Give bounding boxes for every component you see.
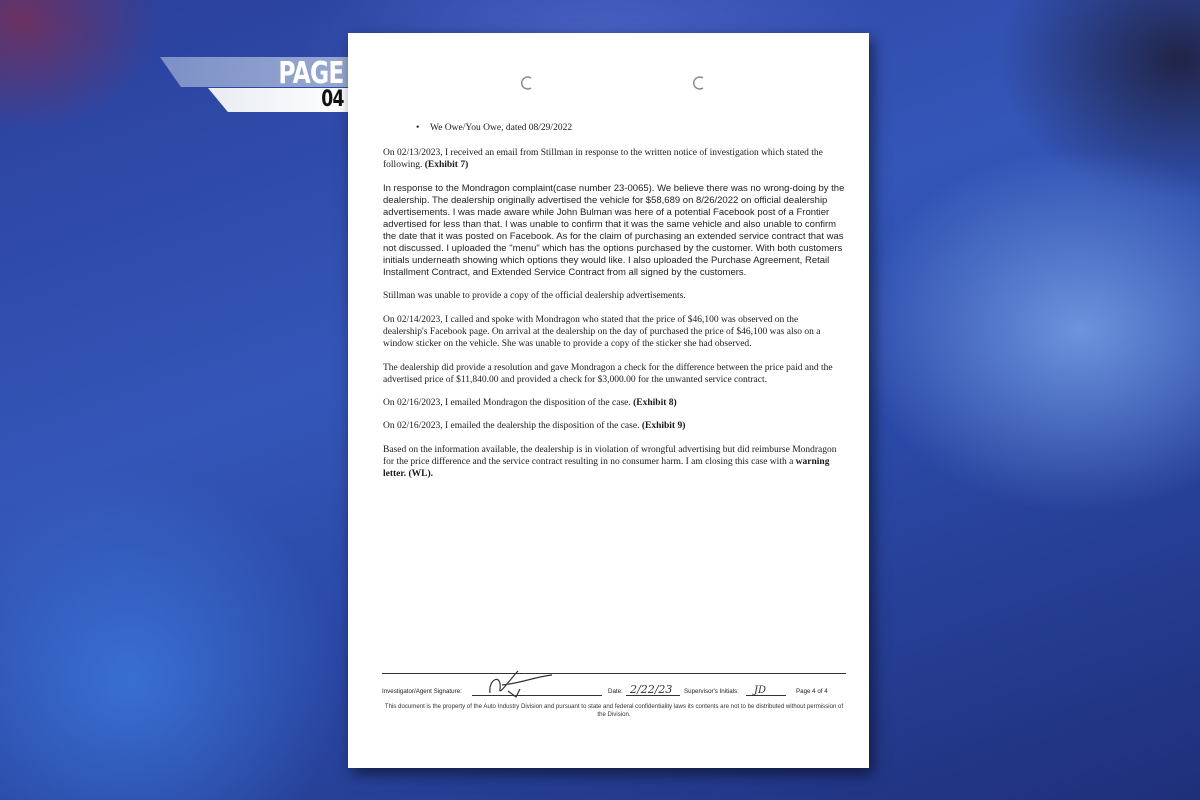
paragraph-resolution: The dealership did provide a resolution and gave Mondragon a check for the difference between the price paid and the advertised price of $11,840.00 and provided a check for $3,000.00 for the unwanted service contract. xyxy=(383,362,833,385)
signature-label: Investigator/Agent Signature: xyxy=(382,688,462,695)
paragraph-email-dealer xyxy=(383,420,845,432)
paragraph-text: On 02/13/2023, I received an email from Stillman in response to the written notice of investigation which stated the following. xyxy=(383,148,823,171)
bullet-icon: • xyxy=(416,123,420,133)
document-body xyxy=(383,122,845,492)
paragraph-no-ads: Stillman was unable to provide a copy of the official dealership advertisements. xyxy=(383,291,686,302)
bullet-text: We Owe/You Owe, dated 08/29/2022 xyxy=(430,123,573,133)
banner-page-word: PAGE xyxy=(278,56,344,91)
signature-row xyxy=(382,683,846,697)
date-label: Date: xyxy=(608,688,623,695)
footer-divider xyxy=(382,673,846,674)
banner-page-number: 04 xyxy=(321,87,344,112)
exhibit-ref: (Exhibit 7) xyxy=(424,160,469,171)
paragraph-email-received xyxy=(383,147,845,172)
quoted-dealer-response: In response to the Mondragon complaint(case number 23-0065). We believe there was no wrong-doing by the dealership. The dealership originally advertised the vehicle for $58,689 on 8/26/2022 on official dealership advertisements. I was made aware while John Bulman was here of a potential Facebook post of a Frontier advertised for less than that. I was unable to confirm that it was the same vehicle and also unable to confirm the date that it was posted on Facebook. As for the claim of purchasing an extended service contract that was not discussed. I uploaded the "menu" which has the options purchased by the customer. With both customers initials underneath showing which options they would like. I also uploaded the Purchase Agreement, Retail Installment Contract, and Extended Service Contract from all signed by the customers. xyxy=(383,182,845,279)
punch-hole-icon xyxy=(692,75,706,91)
paragraph-text: On 02/16/2023, I emailed the dealership the disposition of the case. xyxy=(383,421,640,432)
exhibit-ref: (Exhibit 9) xyxy=(641,421,686,432)
document-page xyxy=(348,33,869,768)
page-number-label: Page 4 of 4 xyxy=(796,688,828,695)
document-footer xyxy=(382,673,846,718)
page-banner xyxy=(160,57,350,113)
exhibit-bullet xyxy=(416,122,845,134)
supervisor-initials: JD xyxy=(754,685,767,696)
date-value: 2/22/23 xyxy=(630,683,673,696)
signature-icon xyxy=(482,667,562,701)
paragraph-phone-call: On 02/14/2023, I called and spoke with Mondragon who stated that the price of $46,100 was observed on the dealership's Facebook page. On arrival at the dealership on the day of purchased the price of $46,100 was also on a window sticker on the vehicle. She was unable to provide a copy of the sticker she had observed. xyxy=(383,314,821,350)
punch-hole-icon xyxy=(520,75,534,91)
exhibit-ref: (Exhibit 8) xyxy=(633,398,677,409)
paragraph-text: Based on the information available, the dealership is in violation of wrongful advertising but did reimburse Mondragon for the price difference and the service contract resulting in no consumer harm. I am closing this case with a xyxy=(383,444,837,468)
confidentiality-notice: This document is the property of the Auto Industry Division and pursuant to state and federal confidentiality laws its contents are not to be distributed without permission of the Division. xyxy=(384,703,844,718)
paragraph-email-mondragon xyxy=(383,397,845,409)
conclusion-verdict: warning letter. (WL). xyxy=(383,457,830,480)
supervisor-label: Supervisor's Initials: xyxy=(684,688,739,695)
paragraph-text: On 02/16/2023, I emailed Mondragon the disposition of the case. xyxy=(383,398,631,409)
paragraph-conclusion xyxy=(383,444,845,481)
